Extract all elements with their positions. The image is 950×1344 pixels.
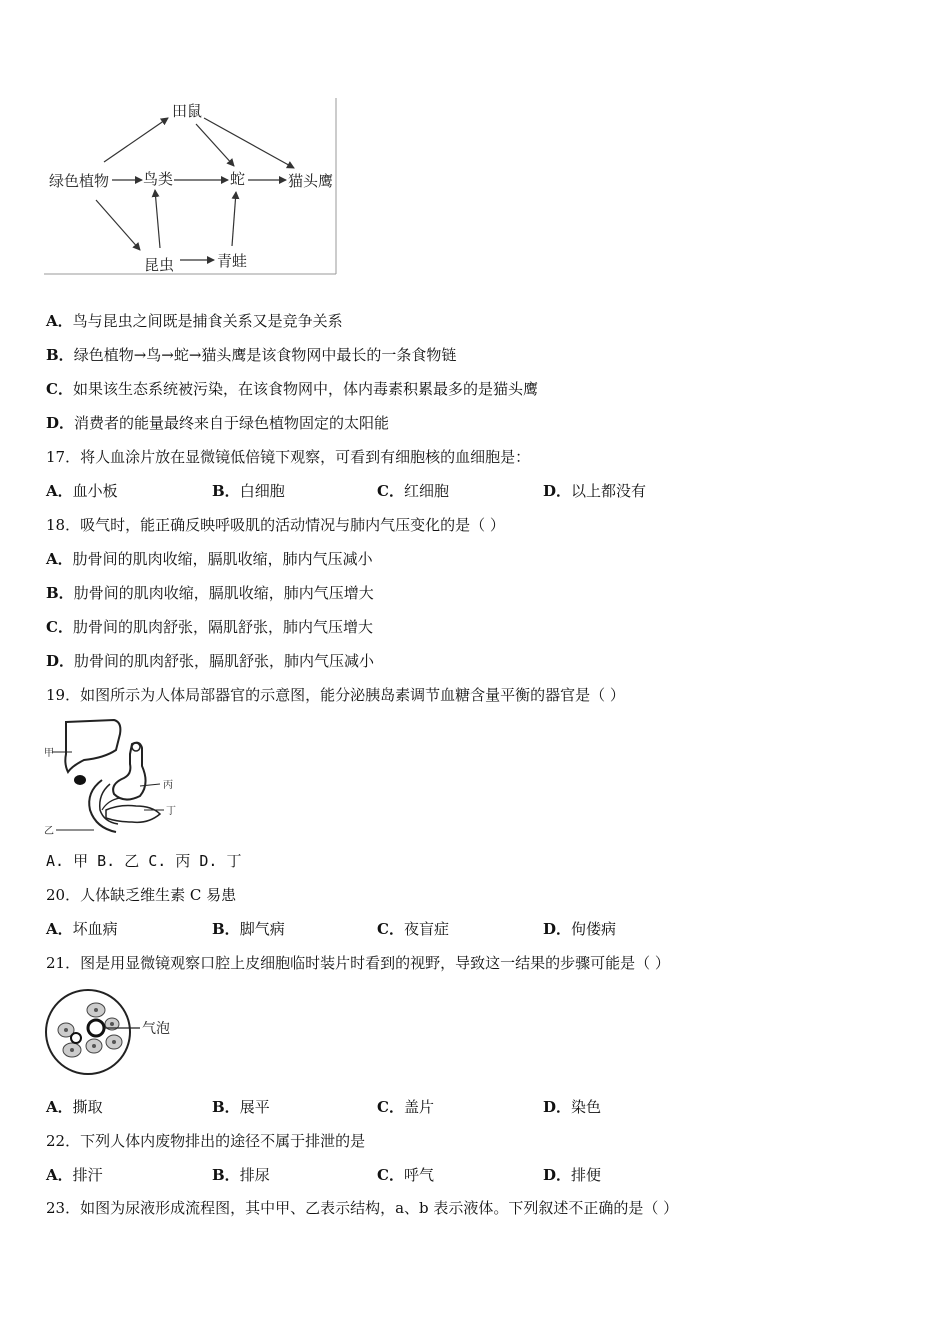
q22-stem: 22．下列人体内废物排出的途径不属于排泄的是 <box>46 1132 366 1150</box>
edge-plant-mouse <box>104 118 168 162</box>
q21-option-a[interactable]: A．撕取 <box>46 1098 103 1116</box>
gallbladder-shape <box>74 775 86 785</box>
edge-frog-snake <box>232 192 236 246</box>
pancreas-shape <box>106 806 160 823</box>
q20-option-c[interactable]: C．夜盲症 <box>377 920 449 938</box>
node-mouse: 田鼠 <box>172 102 203 120</box>
q19-options[interactable]: A. 甲 B. 乙 C. 丙 D. 丁 <box>46 852 242 870</box>
q18-stem: 18．吸气时，能正确反映呼吸肌的活动情况与肺内气压变化的是（ ） <box>46 516 505 534</box>
q18-option-b[interactable]: B．肋骨间的肌肉收缩，膈肌收缩，肺内气压增大 <box>46 584 374 602</box>
edge-plant-insect <box>96 200 140 250</box>
q22-option-b[interactable]: B．排尿 <box>212 1166 270 1184</box>
label-jia: 甲 <box>44 748 54 759</box>
node-bird: 鸟类 <box>143 170 174 188</box>
q17-option-d[interactable]: D．以上都没有 <box>543 482 647 500</box>
q18-option-d[interactable]: D．肋骨间的肌肉舒张，膈肌舒张，肺内气压减小 <box>46 652 375 670</box>
node-plant: 绿色植物 <box>49 172 110 190</box>
air-bubble-small <box>71 1033 81 1043</box>
q20-stem: 20．人体缺乏维生素 C 易患 <box>46 886 237 904</box>
q22-option-a[interactable]: A．排汗 <box>46 1166 103 1184</box>
q18-option-a[interactable]: A．肋骨间的肌肉收缩，膈肌收缩，肺内气压减小 <box>46 550 373 568</box>
node-frog: 青蛙 <box>217 252 248 270</box>
q17-option-c[interactable]: C．红细胞 <box>377 482 449 500</box>
node-insect: 昆虫 <box>144 256 175 274</box>
q20-option-a[interactable]: A．坏血病 <box>46 920 118 938</box>
duodenum-shape <box>89 780 116 832</box>
q20-option-b[interactable]: B．脚气病 <box>212 920 285 938</box>
q20-option-d[interactable]: D．佝偻病 <box>543 920 617 938</box>
edge-insect-bird <box>155 190 160 248</box>
edge-mouse-snake <box>196 124 234 166</box>
air-bubble-large <box>88 1020 104 1036</box>
q23-stem: 23．如图为尿液形成流程图，其中甲、乙表示结构，a、b 表示液体。下列叙述不正确的是（ ） <box>46 1199 679 1217</box>
label-air-bubble: 气泡 <box>142 1021 170 1037</box>
node-owl: 猫头鹰 <box>288 172 334 190</box>
q21-stem: 21．图是用显微镜观察口腔上皮细胞临时装片时看到的视野，导致这一结果的步骤可能是（ ） <box>46 954 670 972</box>
edge-mouse-owl <box>204 118 294 168</box>
label-bing: 丙 <box>163 780 173 791</box>
q22-option-d[interactable]: D．排便 <box>543 1166 602 1184</box>
q16-option-b[interactable]: B．绿色植物→鸟→蛇→猫头鹰是该食物网中最长的一条食物链 <box>46 346 457 364</box>
q21-option-d[interactable]: D．染色 <box>543 1098 602 1116</box>
q22-option-c[interactable]: C．呼气 <box>377 1166 434 1184</box>
label-ding: 丁 <box>166 806 176 817</box>
food-web-figure <box>44 98 340 278</box>
organ-figure <box>44 714 184 840</box>
q21-option-b[interactable]: B．展平 <box>212 1098 270 1116</box>
q19-stem: 19．如图所示为人体局部器官的示意图，能分泌胰岛素调节血糖含量平衡的器官是（ ） <box>46 686 625 704</box>
node-snake: 蛇 <box>230 170 246 188</box>
q17-option-b[interactable]: B．白细胞 <box>212 482 285 500</box>
q16-option-a[interactable]: A．鸟与昆虫之间既是捕食关系又是竞争关系 <box>46 312 343 330</box>
q16-option-c[interactable]: C．如果该生态系统被污染，在该食物网中，体内毒素积累最多的是猫头鹰 <box>46 380 538 398</box>
microscope-view-figure <box>44 988 184 1078</box>
q17-option-a[interactable]: A．血小板 <box>46 482 118 500</box>
q18-option-c[interactable]: C．肋骨间的肌肉舒张，隔肌舒张，肺内气压增大 <box>46 618 373 636</box>
label-yi: 乙 <box>44 826 54 837</box>
liver-shape <box>65 720 120 772</box>
stomach-shape <box>113 743 145 800</box>
q21-option-c[interactable]: C．盖片 <box>377 1098 434 1116</box>
q17-stem: 17．将人血涂片放在显微镜低倍镜下观察，可看到有细胞核的血细胞是： <box>46 448 531 466</box>
q16-option-d[interactable]: D．消费者的能量最终来自于绿色植物固定的太阳能 <box>46 414 390 432</box>
